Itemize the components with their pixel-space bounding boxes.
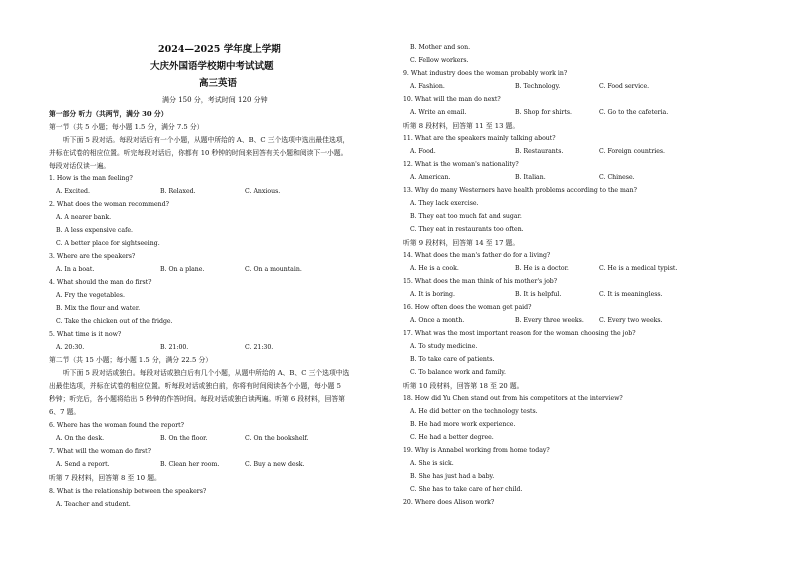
option-a: A. Fry the vegetables. [56,292,125,299]
option-a: A. Write an email. [410,109,467,116]
option-b: B. Mother and son. [410,44,471,51]
option-a: A. Excited. [56,188,90,195]
option-b: B. Shop for shirts. [515,109,573,116]
option-c: C. Anxious. [245,188,281,195]
option-b: B. Relaxed. [160,188,196,195]
option-a: A. Fashion. [410,83,445,90]
option-c: C. Go to the cafeteria. [599,109,669,116]
option-a: A. It is boring. [410,291,455,298]
option-b: B. It is helpful. [515,291,562,298]
question-stem: 9. What industry does the woman probably work in? [403,70,568,77]
material-10-note: 听第 10 段材料，回答第 18 至 20 题。 [403,382,524,390]
option-b: B. On a plane. [160,266,205,273]
option-c: C. He is a medical typist. [599,265,678,272]
question-stem: 15. What does the man think of his mother's job? [403,278,558,285]
sec2-instruction-line: 秒钟；听完后，各小题将给出 5 秒钟的作答时间。每段对话或独白读两遍。听第 6 段材料，回答第 [49,395,345,403]
question-stem: 19. Why is Annabel working from home today? [403,447,550,454]
question-stem: 7. What will the woman do first? [49,448,151,455]
material-7-note: 听第 7 段材料，回答第 8 至 10 题。 [49,474,161,482]
option-c: C. He had a better degree. [410,434,494,441]
sec2-instruction-line: 出最佳选项，并标在试卷的相应位置。听每段对话或独白前，你将有时间阅读各个小题，每小题 5 [49,382,341,390]
option-c: C. They eat in restaurants too often. [410,226,524,233]
option-b: B. Italian. [515,174,546,181]
question-stem: 13. Why do many Westerners have health problems according to the man? [403,187,637,194]
option-c: C. On a mountain. [245,266,302,273]
option-a: A. A nearer bank. [56,214,112,221]
question-stem: 1. How is the man feeling? [49,175,133,182]
option-a: A. On the desk. [56,435,105,442]
sec1-instruction-line: 每段对话仅读一遍。 [49,162,111,170]
option-c: C. Take the chicken out of the fridge. [56,318,173,325]
option-c: C. Chinese. [599,174,635,181]
question-stem: 4. What should the man do first? [49,279,152,286]
question-stem: 6. Where has the woman found the report? [49,422,184,429]
option-c: C. It is meaningless. [599,291,663,298]
option-c: C. 21:30. [245,344,274,351]
question-stem: 10. What will the man do next? [403,96,501,103]
question-stem: 20. Where does Alison work? [403,499,495,506]
question-stem: 3. Where are the speakers? [49,253,136,260]
score-time-note: 满分 150 分，考试时间 120 分钟 [162,96,268,104]
option-a: A. Once a month. [410,317,465,324]
question-stem: 17. What was the most important reason for the woman choosing the job? [403,330,636,337]
option-b: B. To take care of patients. [410,356,495,363]
option-b: B. On the floor. [160,435,208,442]
option-a: A. Food. [410,148,436,155]
question-stem: 11. What are the speakers mainly talking about? [403,135,556,142]
option-c: C. Foreign countries. [599,148,666,155]
option-b: B. 21:00. [160,344,189,351]
question-stem: 8. What is the relationship between the speakers? [49,488,207,495]
option-b: B. A less expensive cafe. [56,227,133,234]
material-8-note: 听第 8 段材料，回答第 11 至 13 题。 [403,122,520,130]
material-9-note: 听第 9 段材料，回答第 14 至 17 题。 [403,239,520,247]
option-a: A. 20:30. [56,344,85,351]
question-stem: 12. What is the woman's nationality? [403,161,519,168]
option-c: C. Fellow workers. [410,57,469,64]
option-a: A. In a boat. [56,266,95,273]
sec2-title: 第二节（共 15 小题；每小题 1.5 分，满分 22.5 分） [49,356,213,364]
question-stem: 14. What does the man's father do for a living? [403,252,551,259]
question-stem: 16. How often does the woman get paid? [403,304,532,311]
option-a: A. They lack exercise. [410,200,479,207]
option-a: A. Teacher and student. [56,501,131,508]
option-b: B. Clean her room. [160,461,220,468]
option-c: C. She has to take care of her child. [410,486,523,493]
option-a: A. He did better on the technology tests. [410,408,538,415]
option-c: C. To balance work and family. [410,369,506,376]
option-b: B. Restaurants. [515,148,564,155]
option-b: B. They eat too much fat and sugar. [410,213,522,220]
option-b: B. He is a doctor. [515,265,569,272]
question-stem: 2. What does the woman recommend? [49,201,169,208]
option-a: A. She is sick. [410,460,454,467]
sec1-instruction-line: 并标在试卷的相应位置。听完每段对话后，你都有 10 秒钟的时间来回答有关小题和阅读下一小题。 [49,149,348,157]
option-c: C. Buy a new desk. [245,461,305,468]
option-c: C. Every two weeks. [599,317,663,324]
option-b: B. Every three weeks. [515,317,584,324]
option-a: A. He is a cook. [410,265,459,272]
option-a: A. Send a report. [56,461,110,468]
option-c: C. Food service. [599,83,650,90]
school-title: 大庆外国语学校期中考试试题 [150,61,274,72]
question-stem: 5. What time is it now? [49,331,122,338]
option-c: C. On the bookshelf. [245,435,309,442]
option-b: B. Mix the flour and water. [56,305,141,312]
subject-title: 高三英语 [199,78,238,89]
option-b: B. Technology. [515,83,561,90]
option-b: B. He had more work experience. [410,421,516,428]
option-b: B. She has just had a baby. [410,473,495,480]
sec1-title: 第一节（共 5 小题；每小题 1.5 分，满分 7.5 分） [49,123,204,131]
sec2-instruction-line: 6、7 题。 [49,408,81,416]
option-a: A. To study medicine. [410,343,478,350]
sec2-instruction-line: 听下面 5 段对话或独白。每段对话或独白后有几个小题，从题中所给的 A、B、C 三个选项中选 [63,369,350,377]
part1-title: 第一部分 听力（共两节，满分 30 分） [49,110,168,118]
option-a: A. American. [410,174,451,181]
option-c: C. A better place for sightseeing. [56,240,160,247]
exam-year-title: 2024—2025 学年度上学期 [158,44,281,55]
sec1-instruction-line: 听下面 5 段对话。每段对话后有一个小题，从题中所给的 A、B、C 三个选项中选出最佳选项， [63,136,350,144]
question-stem: 18. How did Yu Chen stand out from his competitors at the interview? [403,395,623,402]
